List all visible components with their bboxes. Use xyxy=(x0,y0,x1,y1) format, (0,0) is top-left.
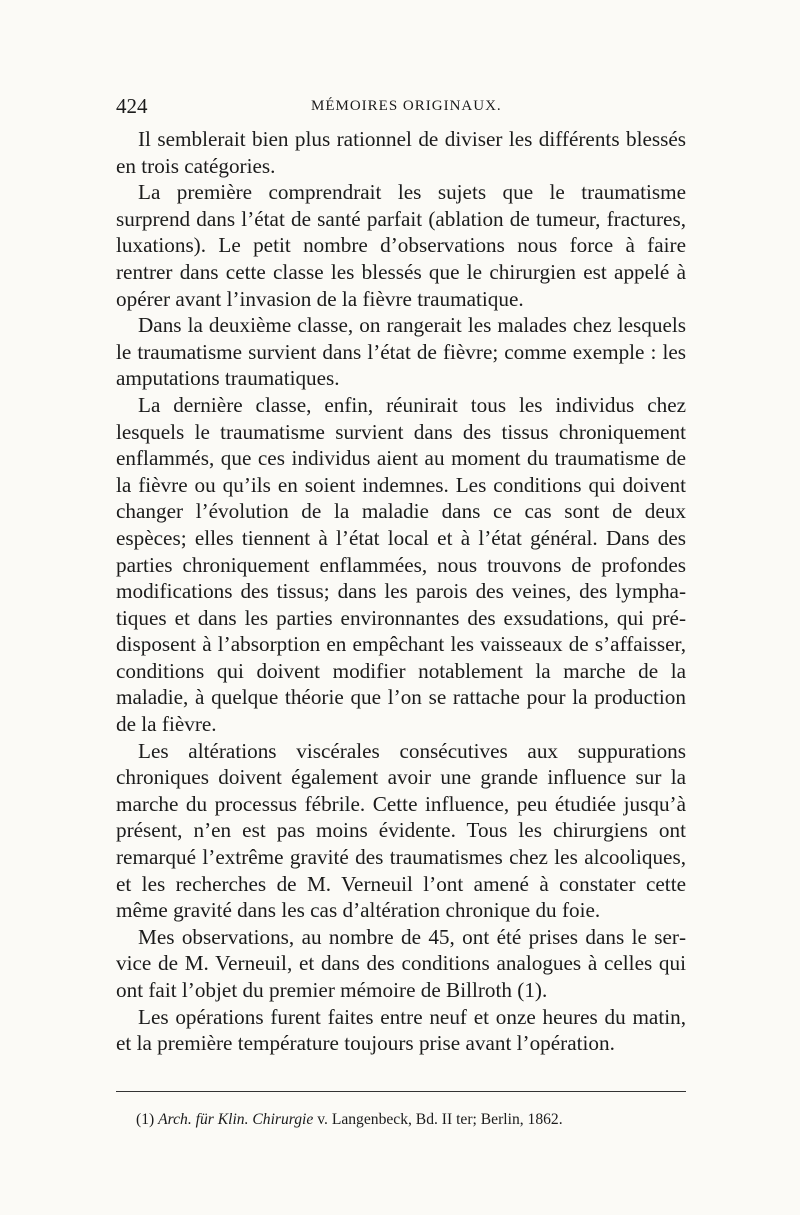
page-number: 424 xyxy=(116,94,148,118)
footnote xyxy=(116,1110,686,1130)
paragraph: La dernière classe, enfin, réunirait tous les individus chez lesquels le traumatisme survient dans des tissus chroniquement enflammés, que ces individus aient au moment du traumatisme de la fièvre ou qu’ils en soient indemnes. Les conditions qui doivent changer l’évolution de la maladie dans ce cas sont de deux espèces; elles tiennent à l’état local et à l’état général. Dans des parties chroniquement enflammées, nous trouvons de profondes modifications des tissus; dans les parois des veines, des lymphatiques et dans les parties environnantes des exsudations, qui prédisposent à l’absorption en empêchant les vaisseaux de s’affaisser, conditions qui doivent modifier notablement la marche de la maladie, à quelque théorie que l’on se rattache pour la production de la fièvre. xyxy=(116,392,686,737)
body-text xyxy=(116,126,686,1057)
document-page xyxy=(116,92,686,1130)
paragraph: Il semblerait bien plus rationnel de diviser les différents blessés en trois catégories. xyxy=(116,127,686,178)
footnote-journal: Arch. für Klin. Chirurgie xyxy=(158,1110,314,1128)
footnote-divider xyxy=(116,1091,686,1092)
paragraph: Dans la deuxième classe, on rangerait les malades chez lesquels le traumatisme survient dans l’état de fièvre; comme exemple : les amputations traumatiques. xyxy=(116,313,686,391)
running-title: MÉMOIRES ORIGINAUX. xyxy=(311,98,502,114)
page-header xyxy=(116,92,686,122)
paragraph: Les opérations furent faites entre neuf et onze heures du matin, et la première température toujours prise avant l’opération. xyxy=(116,1004,686,1056)
paragraph: La première comprendrait les sujets que le traumatisme surprend dans l’état de santé parfait (ablation de tumeur, fractures, luxations). Le petit nombre d’observations nous force à faire rentrer dans cette classe les blessés que le chirurgien est appelé à opérer avant l’invasion de la fièvre traumatique. xyxy=(116,180,686,311)
footnote-citation: v. Langenbeck, Bd. II ter; Berlin, 1862. xyxy=(317,1110,563,1128)
paragraph: Mes observations, au nombre de 45, ont été prises dans le service de M. Verneuil, et dans des conditions analogues à celles qui ont fait l’objet du premier mémoire de Billroth (1). xyxy=(116,924,686,1002)
footnote-marker: (1) xyxy=(136,1110,155,1128)
paragraph: Les altérations viscérales consécutives aux suppurations chroniques doivent également avoir une grande influence sur la marche du processus fébrile. Cette influence, peu étudiée jusqu’à présent, n’en est pas moins évidente. Tous les chirurgiens ont remarqué l’extrême gravité des traumatismes chez les alcooliques, et les recherches de M. Verneuil l’ont amené à constater cette même gravité dans les cas d’altération chronique du foie. xyxy=(116,738,686,923)
